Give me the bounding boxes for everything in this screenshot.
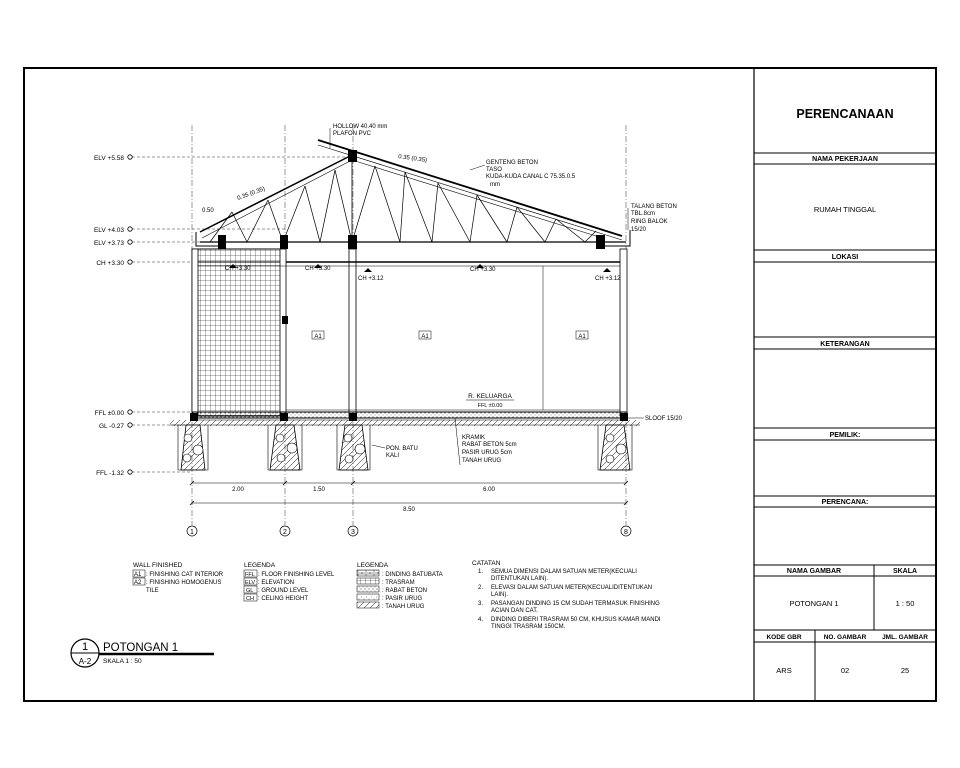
section-scale: SKALA 1 : 50: [103, 658, 142, 665]
swatch-tanah: [357, 602, 379, 608]
elevation-label: ELV +5.58: [93, 155, 124, 162]
note-talang: TALANG BETON: [631, 204, 677, 210]
nama-pekerjaan-value: RUMAH TINGGAL: [813, 205, 877, 214]
swatch-brick: [357, 570, 379, 576]
note-line: PASANGAN DINDING 15 CM SUDAH TERMASUK FINISHING: [491, 601, 660, 607]
section-title: POTONGAN 1: [103, 642, 179, 654]
no-gambar-label: NO. GAMBAR: [823, 634, 867, 641]
note-ring-balok: RING BALOK: [631, 219, 668, 225]
dimension-total: 8.50: [403, 507, 415, 513]
note-mm: mm: [490, 182, 500, 188]
title-mark-sheet: A-2: [78, 657, 92, 666]
legend-abbreviations: [244, 562, 335, 602]
kode-gbr-value: ARS: [776, 666, 792, 675]
swatch-pasir: [357, 594, 379, 600]
legend-materials: [357, 562, 443, 610]
legend-text: : DINDING BATUBATA: [382, 572, 443, 578]
legend-text: : PASIR URUG: [382, 596, 423, 602]
note-plafon: PLAFON PVC: [333, 131, 372, 137]
elevation-markers: [94, 155, 132, 477]
roof-dim: 0.50: [202, 208, 214, 214]
legend-wall-finished: [133, 562, 224, 594]
legend-title: LEGENDA: [244, 562, 276, 569]
note-pasir: PASIR URUG 5cm: [462, 450, 512, 456]
note-tbl: TBL.8cm: [631, 211, 656, 217]
keterangan-label: KETERANGAN: [820, 341, 870, 348]
grid-axis-label: 1: [190, 529, 194, 536]
ceiling-label: CH +3.30: [470, 267, 496, 273]
dimension-lines: [190, 481, 628, 513]
roof-dim: 0.35 (0.35): [236, 186, 266, 202]
skala-value: 1 : 50: [895, 599, 915, 608]
dimension-value: 2.00: [232, 487, 244, 493]
note-rabat: RABAT BETON 5cm: [462, 442, 517, 448]
note-line: ELEVASI DALAM SATUAN METER(KECUALIDITENTUKAN: [491, 585, 653, 591]
legend-code: GL: [246, 588, 254, 594]
room-ffl: FFL ±0.00: [477, 403, 503, 409]
grid-axes: [187, 526, 631, 536]
note-number: 3.: [478, 601, 484, 607]
note-kuda-kuda: KUDA-KUDA CANAL C 75.35.0.5: [486, 174, 576, 180]
note-pondasi-2: KALI: [386, 453, 400, 459]
legend-code: CH: [246, 596, 254, 602]
room-name: R. KELUARGA: [468, 393, 512, 400]
note-hollow: HOLLOW 40.40 mm: [333, 124, 388, 130]
note-line: LAIN).: [491, 592, 509, 598]
jml-gambar-value: 25: [900, 666, 910, 675]
note-number: 4.: [478, 617, 484, 623]
note-ring-size: 15/20: [631, 227, 647, 233]
legend-text: : GROUND LEVEL: [258, 588, 309, 594]
nama-gambar-value: POTONGAN 1: [789, 599, 839, 608]
title-mark-number: 1: [81, 641, 89, 653]
room-code: A1: [578, 334, 586, 340]
perencana-label: PERENCANA:: [821, 499, 869, 506]
note-line: DINDING DIBERI TRASRAM 50 CM, KHUSUS KAMAR MANDI: [491, 617, 661, 623]
section-walls: [170, 249, 640, 426]
swatch-rabat: [357, 586, 379, 592]
ceiling-label: CH +3.12: [358, 276, 384, 282]
legend-text: : ELEVATION: [258, 580, 295, 586]
pemilik-label: PEMILIK:: [829, 432, 861, 439]
note-number: 2.: [478, 585, 484, 591]
swatch-trasram: [357, 578, 379, 584]
legend-code: A2: [134, 580, 142, 586]
note-line: SEMUA DIMENSI DALAM SATUAN METER(KECUALI: [491, 569, 637, 575]
lokasi-label: LOKASI: [831, 254, 859, 261]
ceiling-label: CH +3.30: [305, 266, 331, 272]
note-line: ACIAN DAN CAT.: [491, 608, 538, 614]
legend-code: ELV: [245, 580, 255, 586]
note-sloof: SLOOF 15/20: [645, 416, 683, 422]
note-line: DITENTUKAN LAIN).: [491, 576, 549, 582]
grid-axis-label: 8: [624, 529, 628, 536]
catatan-title: CATATAN: [472, 560, 501, 567]
elevation-label: ELV +4.03: [93, 227, 124, 234]
legend-text: : CELING HEIGHT: [258, 596, 309, 602]
room-code: A1: [421, 334, 429, 340]
no-gambar-value: 02: [840, 666, 850, 675]
legend-text: : FINISHING HOMOGENUS: [146, 580, 222, 586]
dimension-value: 6.00: [483, 487, 495, 493]
note-kramik: KRAMIK: [462, 435, 486, 441]
legend-code: A1: [134, 572, 142, 578]
legend-text: : TRASRAM: [382, 580, 415, 586]
kode-gbr-label: KODE GBR: [766, 634, 802, 641]
note-number: 1.: [478, 569, 484, 575]
roof-dim: 0.35 (0.35): [397, 154, 428, 165]
section-title-mark: [71, 639, 214, 667]
title-block: [754, 107, 936, 701]
elevation-label: GL -0.27: [98, 423, 124, 430]
note-line: TINGGI TRASRAM 150CM.: [491, 624, 566, 630]
note-genteng: GENTENG BETON: [486, 160, 538, 166]
legend-title: LEGENDA: [357, 562, 389, 569]
note-taso: TASO: [486, 167, 502, 173]
elevation-label: FFL -1.32: [96, 470, 124, 477]
elevation-label: FFL ±0.00: [94, 410, 124, 417]
room-code: A1: [314, 334, 322, 340]
title-block-heading: PERENCANAAN: [796, 107, 894, 121]
legend-code: FFL: [245, 572, 255, 578]
legend-text: : FINISHING CAT INTERIOR: [146, 572, 224, 578]
nama-pekerjaan-label: NAMA PEKERJAAN: [812, 156, 878, 163]
section-drawing: [94, 124, 683, 536]
ceiling-label: CH +3.12: [595, 276, 621, 282]
nama-gambar-label: NAMA GAMBAR: [786, 568, 842, 575]
note-tanah: TANAH URUG: [462, 458, 502, 464]
legend-text: TILE: [146, 588, 159, 594]
catatan-notes: [472, 560, 661, 630]
legend-text: : FLOOR FINISHING LEVEL: [258, 572, 335, 578]
elevation-label: ELV +3.73: [93, 240, 124, 247]
jml-gambar-label: JML. GAMBAR: [882, 634, 928, 641]
ceiling-label: CH +3.30: [225, 266, 251, 272]
skala-label: SKALA: [892, 568, 918, 575]
legend-text: : RABAT BETON: [382, 588, 428, 594]
dimension-value: 1.50: [313, 487, 325, 493]
grid-axis-label: 2: [283, 529, 287, 536]
grid-axis-label: 3: [351, 529, 355, 536]
legend-title: WALL FINISHED: [133, 562, 183, 569]
elevation-label: CH +3.30: [96, 260, 124, 267]
note-pondasi: PON. BATU: [386, 446, 418, 452]
legend-text: : TANAH URUG: [382, 604, 425, 610]
